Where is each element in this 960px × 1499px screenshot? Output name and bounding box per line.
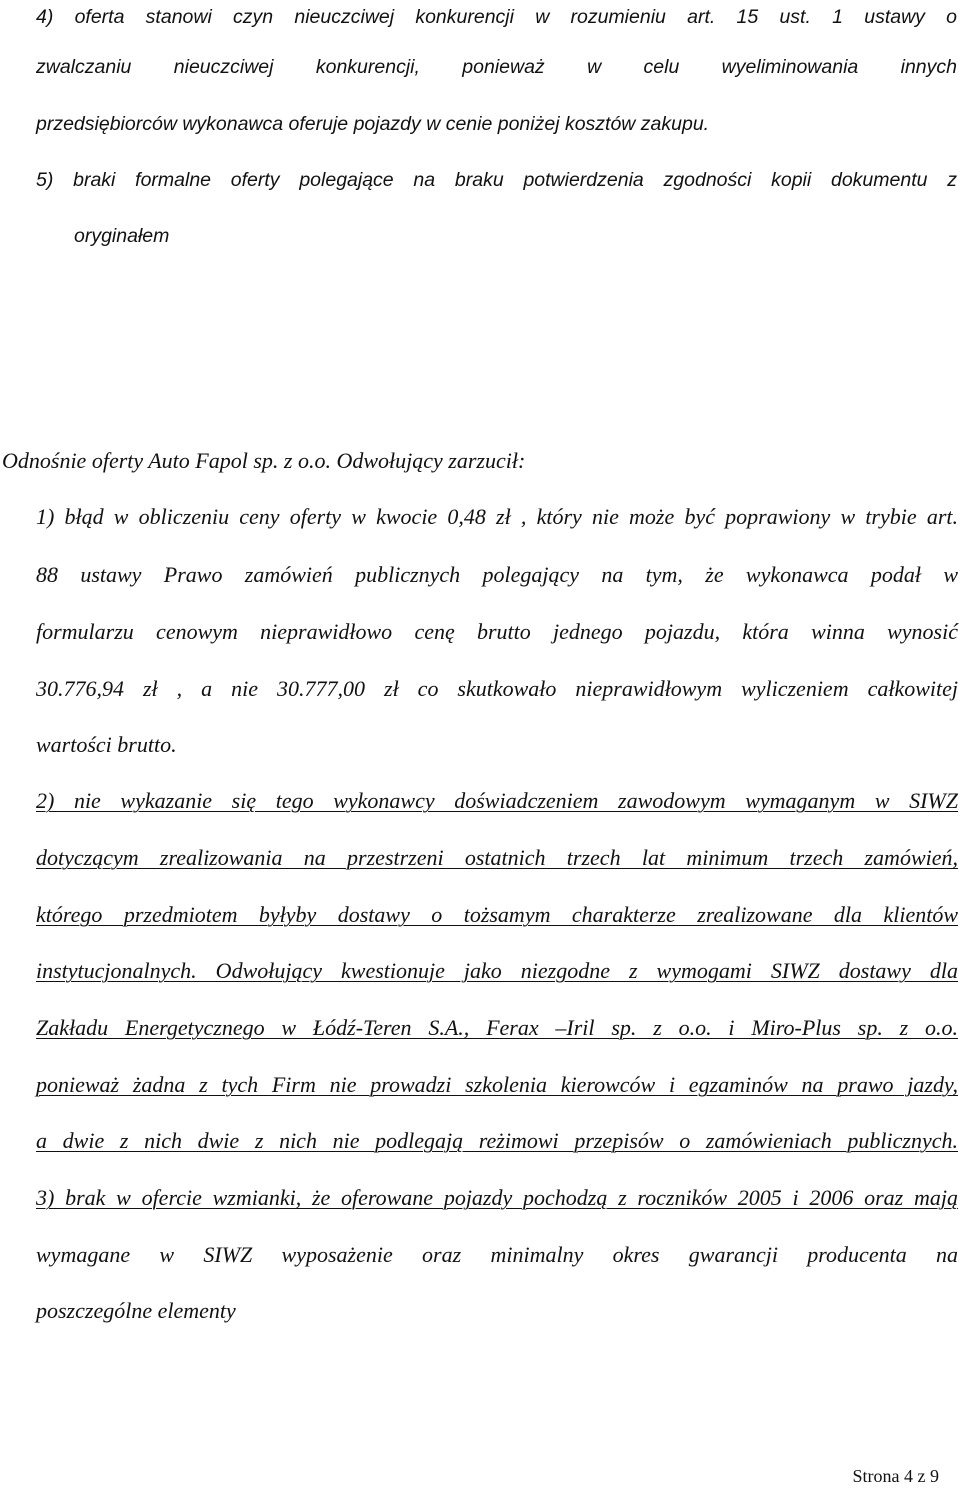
paragraph-line: wartości brutto.	[36, 732, 177, 757]
paragraph-line: 2) nie wykazanie się tego wykonawcy doświadczeniem zawodowym wymaganym w SIWZ	[36, 788, 958, 813]
paragraph-line: 88 ustawy Prawo zamówień publicznych polegający na tym, że wykonawca podał w	[36, 562, 958, 587]
paragraph-line: instytucjonalnych. Odwołujący kwestionuje jako niezgodne z wymogami SIWZ dostawy dla	[36, 958, 958, 983]
paragraph-line: 1) błąd w obliczeniu ceny oferty w kwocie 0,48 zł , który nie może być poprawiony w trybie art.	[36, 504, 958, 529]
paragraph-line: wymagane w SIWZ wyposażenie oraz minimalny okres gwarancji producenta na	[36, 1242, 958, 1267]
section-heading: Odnośnie oferty Auto Fapol sp. z o.o. Odwołujący zarzucił:	[2, 448, 526, 473]
paragraph-line: poszczególne elementy	[36, 1298, 236, 1323]
paragraph-line: 5) braki formalne oferty polegające na braku potwierdzenia zgodności kopii dokumentu z	[36, 169, 957, 191]
paragraph-line: a dwie z nich dwie z nich nie podlegają reżimowi przepisów o zamówieniach publicznych.	[36, 1128, 958, 1153]
paragraph-line: 3) brak w ofercie wzmianki, że oferowane pojazdy pochodzą z roczników 2005 i 2006 oraz mają	[36, 1185, 958, 1210]
paragraph-line: 4) oferta stanowi czyn nieuczciwej konkurencji w rozumieniu art. 15 ust. 1 ustawy o	[36, 6, 957, 28]
paragraph-line: 30.776,94 zł , a nie 30.777,00 zł co skutkowało nieprawidłowym wyliczeniem całkowitej	[36, 676, 958, 701]
paragraph-line: dotyczącym zrealizowania na przestrzeni ostatnich trzech lat minimum trzech zamówień,	[36, 845, 958, 870]
paragraph-line: oryginałem	[74, 225, 170, 247]
paragraph-line: zwalczaniu nieuczciwej konkurencji, ponieważ w celu wyeliminowania innych	[36, 56, 957, 78]
paragraph-line: którego przedmiotem byłyby dostawy o tożsamym charakterze zrealizowane dla klientów	[36, 902, 958, 927]
paragraph-line: ponieważ żadna z tych Firm nie prowadzi szkolenia kierowców i egzaminów na prawo jazdy,	[36, 1072, 958, 1097]
paragraph-line: formularzu cenowym nieprawidłowo cenę brutto jednego pojazdu, która winna wynosić	[36, 619, 958, 644]
paragraph-line: przedsiębiorców wykonawca oferuje pojazdy w cenie poniżej kosztów zakupu.	[36, 113, 710, 135]
page-number: Strona 4 z 9	[852, 1466, 939, 1486]
paragraph-line: Zakładu Energetycznego w Łódź-Teren S.A., Ferax –Iril sp. z o.o. i Miro-Plus sp. z o.o.	[36, 1015, 958, 1040]
